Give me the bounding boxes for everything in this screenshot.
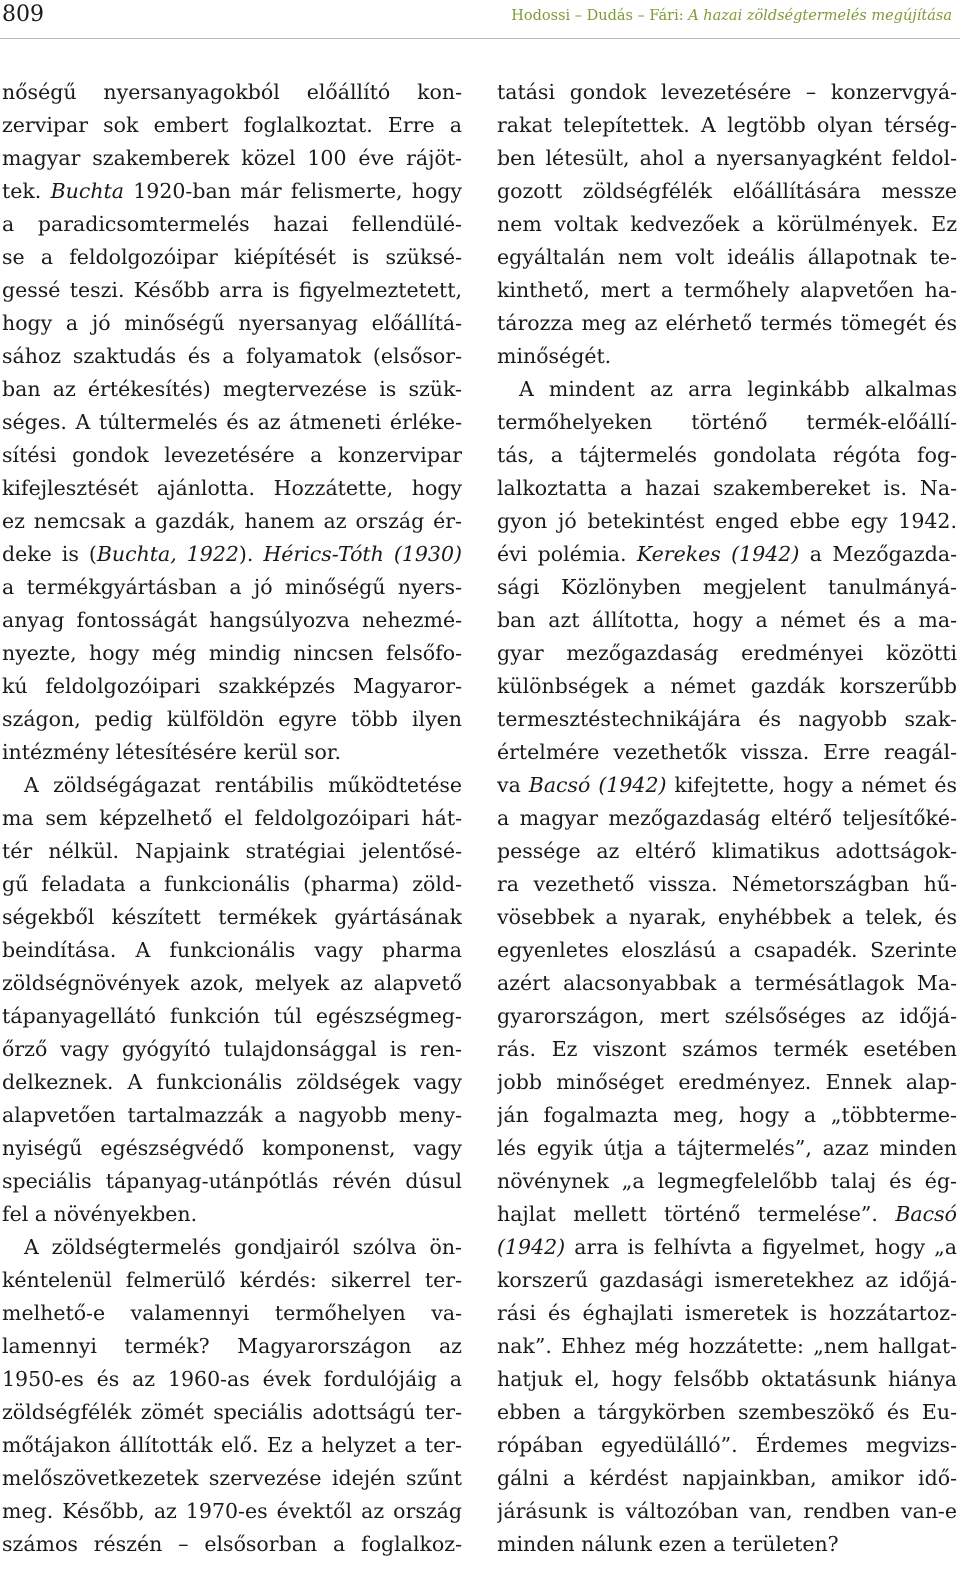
text-line — [497, 340, 957, 373]
text-line — [2, 505, 462, 538]
text-line — [2, 1165, 462, 1198]
text-run: gálni a kérdést napjainkban, amikor idő- — [497, 1466, 957, 1490]
text-line — [497, 769, 957, 802]
text-line — [2, 604, 462, 637]
text-run: ebben a tárgykörben szembeszökő és Eu- — [497, 1400, 957, 1424]
text-run: számos részén – elsősorban a foglalkoz- — [2, 1532, 462, 1556]
text-line — [497, 1066, 957, 1099]
text-line — [497, 901, 957, 934]
text-line — [497, 505, 957, 538]
text-line — [2, 373, 462, 406]
text-line — [2, 1429, 462, 1462]
text-line — [497, 76, 957, 109]
text-run: hajlat mellett történő termelése”. — [497, 1202, 896, 1226]
text-run: gyar mezőgazdaság eredményei közötti — [497, 641, 957, 665]
running-head — [511, 6, 952, 26]
text-line — [2, 934, 462, 967]
text-run: hogy a jó minőségű nyersanyag előállítá- — [2, 311, 462, 335]
text-run: egyenletes eloszlású a csapadék. Szerinte — [497, 938, 957, 962]
text-run: pessége az eltérő klimatikus adottságok- — [497, 839, 957, 863]
text-run: 1950-es és az 1960-as évek fordulójáig a — [2, 1367, 462, 1391]
text-run: lalkoztatta a hazai szakembereket is. Na- — [497, 476, 957, 500]
text-line — [2, 1330, 462, 1363]
text-line — [2, 1396, 462, 1429]
text-run: nyiségű egészségvédő komponenst, vagy — [2, 1136, 462, 1160]
text-line — [497, 1198, 957, 1231]
text-line — [2, 703, 462, 736]
text-run: alapvetően tartalmazzák a nagyobb meny- — [2, 1103, 462, 1127]
text-line — [497, 241, 957, 274]
text-line — [497, 1363, 957, 1396]
text-line — [2, 1264, 462, 1297]
text-run: minden nálunk ezen a területen? — [497, 1532, 839, 1556]
text-run: se a feldolgozóipar kiépítését is szüksé- — [2, 245, 462, 269]
text-run: speciális tápanyag-utánpótlás révén dúsul — [2, 1169, 462, 1193]
text-run: rakat telepítettek. A legtöbb olyan térség- — [497, 113, 957, 137]
text-run: rópában egyedülálló”. Érdemes megvizs- — [497, 1433, 957, 1457]
text-line — [2, 1033, 462, 1066]
text-line — [497, 538, 957, 571]
text-run: va — [497, 773, 529, 797]
text-run: 1920-ban már felismerte, hogy — [124, 179, 462, 203]
text-line — [497, 670, 957, 703]
page-number: 809 — [2, 2, 44, 27]
text-line — [497, 604, 957, 637]
text-run: tek. — [2, 179, 51, 203]
text-run: évi polémia. — [497, 542, 637, 566]
text-run: korszerű gazdasági ismeretekhez az időjá- — [497, 1268, 957, 1292]
text-run: melhető-e valamennyi termőhelyen va- — [2, 1301, 462, 1325]
text-line — [2, 274, 462, 307]
text-run: kinthető, mert a termőhely alapvetően ha- — [497, 278, 957, 302]
text-run: deke is ( — [2, 542, 97, 566]
text-line — [497, 1396, 957, 1429]
text-run: nőségű nyersanyagokból előállító kon- — [2, 80, 462, 104]
text-run: séges. A túltermelés és az átmeneti érléke- — [2, 410, 462, 434]
text-line — [497, 1231, 957, 1264]
text-line — [497, 406, 957, 439]
text-line — [497, 637, 957, 670]
text-run: ma sem képzelhető el feldolgozóipari hát- — [2, 806, 462, 830]
text-run: ban azt állította, hogy a német és a ma- — [497, 608, 957, 632]
text-run: sági Közlönyben megjelent tanulmányá- — [497, 575, 957, 599]
citation: Buchta — [50, 179, 124, 203]
text-line — [497, 1033, 957, 1066]
text-line — [2, 175, 462, 208]
text-run: tás, a tájtermelés gondolata régóta fog- — [497, 443, 957, 467]
text-run: meg. Később, az 1970-es évektől az ország — [2, 1499, 462, 1523]
text-run: járásunk is változóban van, rendben van-e — [497, 1499, 957, 1523]
text-line — [497, 1165, 957, 1198]
text-line — [497, 307, 957, 340]
citation: Bacsó — [895, 1202, 957, 1226]
text-line — [2, 868, 462, 901]
text-line — [497, 439, 957, 472]
text-line — [497, 472, 957, 505]
text-run: a paradicsomtermelés hazai fellendülé- — [2, 212, 462, 236]
text-run: ján fogalmazta meg, hogy a „többterme- — [497, 1103, 957, 1127]
text-run: magyar szakemberek közel 100 éve rájöt- — [2, 146, 462, 170]
text-run: ben létesült, ahol a nyersanyagként feldol- — [497, 146, 957, 170]
text-run: gyarországon, mert szélsőséges az időjá- — [497, 1004, 957, 1028]
text-line — [2, 1231, 462, 1264]
text-line — [2, 439, 462, 472]
text-run: egyáltalán nem volt ideális állapotnak te- — [497, 245, 957, 269]
text-line — [497, 1132, 957, 1165]
text-run: nyezte, hogy még mindig nincsen felsőfo- — [2, 641, 462, 665]
text-run: jobb minőséget eredményez. Ennek alap- — [497, 1070, 957, 1094]
text-run: rási és éghajlati ismeretek is hozzátartoz- — [497, 1301, 957, 1325]
running-head-authors: Hodossi – Dudás – Fári: — [511, 8, 689, 24]
text-line — [2, 769, 462, 802]
text-line — [2, 406, 462, 439]
citation: (1942) — [497, 1235, 566, 1259]
citation: Hérics-Tóth (1930) — [263, 542, 462, 566]
text-line — [2, 1099, 462, 1132]
text-run: a termékgyártásban a jó minőségű nyers- — [2, 575, 462, 599]
text-line — [497, 142, 957, 175]
text-run: a Mezőgazda- — [799, 542, 957, 566]
text-run: tatási gondok levezetésére – konzervgyá- — [497, 80, 957, 104]
text-run: gessé teszi. Később arra is figyelmeztetett, — [2, 278, 462, 302]
text-run: gozott zöldségfélék előállítására messze — [497, 179, 957, 203]
text-line — [497, 1099, 957, 1132]
text-line — [2, 967, 462, 1000]
text-line — [497, 175, 957, 208]
text-run: ban az értékesítés) megtervezése is szük- — [2, 377, 462, 401]
text-run: zöldségfélék zömét speciális adottságú ter- — [2, 1400, 462, 1424]
text-line — [2, 109, 462, 142]
text-run: nak”. Ehhez még hozzátette: „nem hallgat- — [497, 1334, 957, 1358]
text-run: tápanyagellátó funkción túl egészségmeg- — [2, 1004, 462, 1028]
text-line — [497, 967, 957, 1000]
text-run: kéntelenül felmerülő kérdés: sikerrel ter- — [2, 1268, 462, 1292]
text-run: szágon, pedig külföldön egyre több ilyen — [2, 707, 462, 731]
text-line — [497, 703, 957, 736]
citation: Buchta, 1922 — [96, 542, 239, 566]
text-run: anyag fontosságát hangsúlyozva nehezmé- — [2, 608, 462, 632]
text-line — [497, 1297, 957, 1330]
text-run: minőségét. — [497, 344, 612, 368]
text-line — [497, 1264, 957, 1297]
text-line — [497, 802, 957, 835]
text-run: kú feldolgozóipari szakképzés Magyaror- — [2, 674, 462, 698]
text-run: mőtájakon állították elő. Ez a helyzet a ter- — [2, 1433, 462, 1457]
text-line — [497, 1528, 957, 1561]
text-run: ez nemcsak a gazdák, hanem az ország ér- — [2, 509, 462, 533]
text-line — [497, 373, 957, 406]
text-run: ra vezethető vissza. Németországban hű- — [497, 872, 957, 896]
text-line — [2, 670, 462, 703]
running-head-title: A hazai zöldségtermelés megújítása — [688, 8, 952, 24]
text-line — [497, 109, 957, 142]
text-run: melőszövetkezetek szervezése idején szűnt — [2, 1466, 462, 1490]
text-line — [497, 1429, 957, 1462]
text-line — [2, 637, 462, 670]
page-header — [0, 0, 960, 40]
text-line — [2, 571, 462, 604]
text-run: kifejtette, hogy a német és — [666, 773, 957, 797]
text-run: gű feladata a funkcionális (pharma) zöld- — [2, 872, 462, 896]
text-run: intézmény létesítésére kerül sor. — [2, 740, 341, 764]
left-column — [2, 76, 462, 1561]
text-run: kifejlesztését ajánlotta. Hozzátette, hogy — [2, 476, 462, 500]
text-line — [497, 1462, 957, 1495]
text-line — [497, 1495, 957, 1528]
citation: Kerekes (1942) — [636, 542, 800, 566]
text-run: lés egyik útja a tájtermelés”, azaz minden — [497, 1136, 957, 1160]
text-line — [2, 1132, 462, 1165]
text-run: tér nélkül. Napjaink stratégiai jelentősé- — [2, 839, 462, 863]
text-run: lamennyi termék? Magyarországon az — [2, 1334, 462, 1358]
text-run: sítési gondok levezetésére a konzervipar — [2, 443, 462, 467]
text-line — [2, 1066, 462, 1099]
text-line — [497, 1000, 957, 1033]
text-line — [497, 208, 957, 241]
text-line — [2, 1462, 462, 1495]
text-run: A zöldségágazat rentábilis működtetése — [24, 773, 462, 797]
text-run: termőhelyeken történő termék-előállí- — [497, 410, 957, 434]
text-run: A mindent az arra leginkább alkalmas — [519, 377, 957, 401]
text-line — [2, 307, 462, 340]
text-run: vösebbek a nyarak, enyhébbek a telek, és — [497, 905, 957, 929]
text-run: A zöldségtermelés gondjairól szólva ön- — [24, 1235, 462, 1259]
text-line — [497, 934, 957, 967]
text-line — [2, 1297, 462, 1330]
text-line — [2, 340, 462, 373]
text-run: sához szaktudás és a folyamatok (elsősor- — [2, 344, 462, 368]
text-line — [2, 76, 462, 109]
text-line — [2, 1000, 462, 1033]
text-run: gyon jó betekintést enged ebbe egy 1942. — [497, 509, 957, 533]
text-line — [2, 538, 462, 571]
text-run: nem voltak kedvezőek a körülmények. Ez — [497, 212, 957, 236]
text-line — [497, 835, 957, 868]
text-line — [2, 835, 462, 868]
header-rule — [0, 38, 960, 39]
right-column — [497, 76, 957, 1561]
text-run: a magyar mezőgazdaság eltérő teljesítőké- — [497, 806, 957, 830]
text-run: különbségek a német gazdák korszerűbb — [497, 674, 957, 698]
text-line — [2, 1495, 462, 1528]
text-line — [497, 1330, 957, 1363]
text-line — [497, 274, 957, 307]
text-line — [497, 868, 957, 901]
text-run: növénynek „a legmegfelelőbb talaj és ég- — [497, 1169, 957, 1193]
text-line — [2, 142, 462, 175]
text-run: delkeznek. A funkcionális zöldségek vagy — [2, 1070, 462, 1094]
text-run: tározza meg az elérhető termés tömegét és — [497, 311, 957, 335]
text-run: azért alacsonyabbak a termésátlagok Ma- — [497, 971, 957, 995]
text-line — [2, 241, 462, 274]
text-run: zöldségnövények azok, melyek az alapvető — [2, 971, 462, 995]
text-line — [2, 1528, 462, 1561]
text-run: hatjuk el, hogy felsőbb oktatásunk hiánya — [497, 1367, 957, 1391]
text-line — [2, 901, 462, 934]
text-run: beindítása. A funkcionális vagy pharma — [2, 938, 462, 962]
text-line — [2, 208, 462, 241]
text-run: zervipar sok embert foglalkoztat. Erre a — [2, 113, 462, 137]
text-run: értelmére vezethetők vissza. Erre reagál- — [497, 740, 957, 764]
text-line — [2, 736, 462, 769]
text-run: rás. Ez viszont számos termék esetében — [497, 1037, 957, 1061]
text-line — [497, 571, 957, 604]
citation: Bacsó (1942) — [528, 773, 667, 797]
text-line — [2, 802, 462, 835]
text-line — [2, 472, 462, 505]
text-run: termesztéstechnikájára és nagyobb szak- — [497, 707, 957, 731]
text-line — [2, 1198, 462, 1231]
text-run: ). — [238, 542, 264, 566]
text-line — [497, 736, 957, 769]
text-run: arra is felhívta a figyelmet, hogy „a — [565, 1235, 957, 1259]
text-line — [2, 1363, 462, 1396]
text-run: ségekből készített termékek gyártásának — [2, 905, 462, 929]
text-run: fel a növényekben. — [2, 1202, 198, 1226]
text-run: őrző vagy gyógyító tulajdonsággal is ren- — [2, 1037, 462, 1061]
